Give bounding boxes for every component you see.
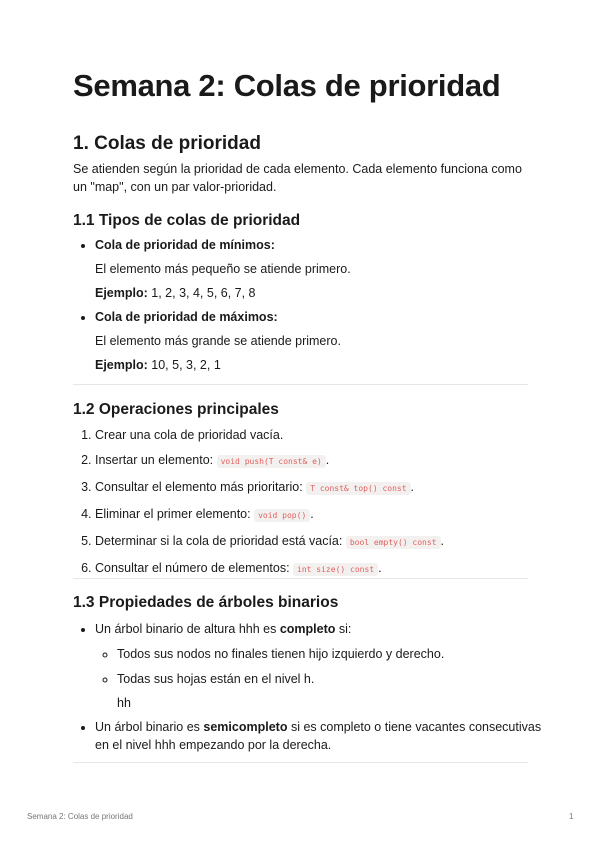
list-item: 2. Insertar un elemento: void push(T const& e) . — [95, 451, 550, 471]
example-label: Ejemplo: — [95, 358, 148, 372]
op-code: bool empty() const — [346, 536, 441, 549]
example-value: 10, 5, 3, 2, 1 — [147, 358, 221, 372]
item-title: Cola de prioridad de mínimos: — [95, 238, 275, 252]
sub-item-text: Todas sus hojas están en el nivel h. — [117, 672, 315, 686]
sub-item — [117, 670, 550, 712]
page-number: 1 — [569, 812, 574, 821]
item-text: Un árbol binario es — [95, 720, 204, 734]
sub-item-extra: hh — [117, 696, 131, 710]
section-1-1-heading: 1.1 Tipos de colas de prioridad — [73, 212, 301, 229]
section-1-2-heading: 1.2 Operaciones principales — [73, 401, 279, 418]
op-text: Consultar el número de elementos: — [95, 561, 294, 575]
item-text: si: — [335, 622, 352, 636]
list-item — [95, 426, 550, 444]
sub-item: ◦ Todos sus nodos no finales tienen hijo izquierdo y derecho. — [117, 645, 550, 663]
op-text: Crear una cola de prioridad vacía. — [95, 428, 284, 442]
op-code: int size() const — [293, 563, 378, 576]
list-item: 3. Consultar el elemento más prioritario: T const& top() const . — [95, 478, 550, 498]
footer-title: Semana 2: Colas de prioridad — [27, 812, 133, 821]
divider — [73, 762, 528, 763]
list-item — [95, 308, 550, 374]
op-text: Insertar un elemento: — [95, 453, 217, 467]
operations-list — [73, 426, 550, 579]
example-label: Ejemplo: — [95, 286, 148, 300]
item-desc: El elemento más pequeño se atiende primero. — [95, 262, 351, 276]
list-item — [95, 620, 550, 712]
list-item: 6. Consultar el número de elementos: int size() const . — [95, 559, 550, 579]
sub-list — [95, 645, 550, 712]
item-example — [95, 356, 550, 374]
item-text: Un árbol binario de altura hhh es — [95, 622, 280, 636]
example-value: 1, 2, 3, 4, 5, 6, 7, 8 — [147, 286, 256, 300]
list-item: 5. Determinar si la cola de prioridad está vacía: bool empty() const . — [95, 532, 550, 552]
section-1-text: Se atienden según la prioridad de cada elemento. Cada elemento funciona como un "map", con un par valor-prioridad. — [73, 162, 522, 194]
op-code: void pop() — [254, 509, 310, 522]
divider — [73, 578, 528, 579]
page-title: Semana 2: Colas de prioridad — [73, 68, 501, 103]
list-item — [95, 236, 550, 302]
tree-properties-list — [73, 620, 550, 754]
item-example — [95, 284, 550, 302]
op-code: T const& top() const — [306, 482, 410, 495]
op-text: Determinar si la cola de prioridad está vacía: — [95, 534, 346, 548]
op-text: Eliminar el primer elemento: — [95, 507, 255, 521]
item-text: si es completo o tiene vacantes consecutivas en el nivel hhh empezando por la derecha. — [95, 720, 542, 752]
section-1-heading: 1. Colas de prioridad — [73, 133, 261, 154]
op-code: void push(T const& e) — [217, 455, 326, 468]
item-title: Cola de prioridad de máximos: — [95, 310, 278, 324]
priority-types-list — [73, 236, 550, 374]
divider — [73, 384, 528, 385]
op-text: Consultar el elemento más prioritario: — [95, 480, 307, 494]
section-1-3-heading: 1.3 Propiedades de árboles binarios — [73, 594, 339, 611]
list-item — [95, 718, 550, 754]
item-desc: El elemento más grande se atiende primero. — [95, 334, 341, 348]
item-bold: completo — [279, 622, 336, 636]
item-bold: semicompleto — [203, 720, 288, 734]
list-item: 4. Eliminar el primer elemento: void pop() . — [95, 505, 550, 525]
